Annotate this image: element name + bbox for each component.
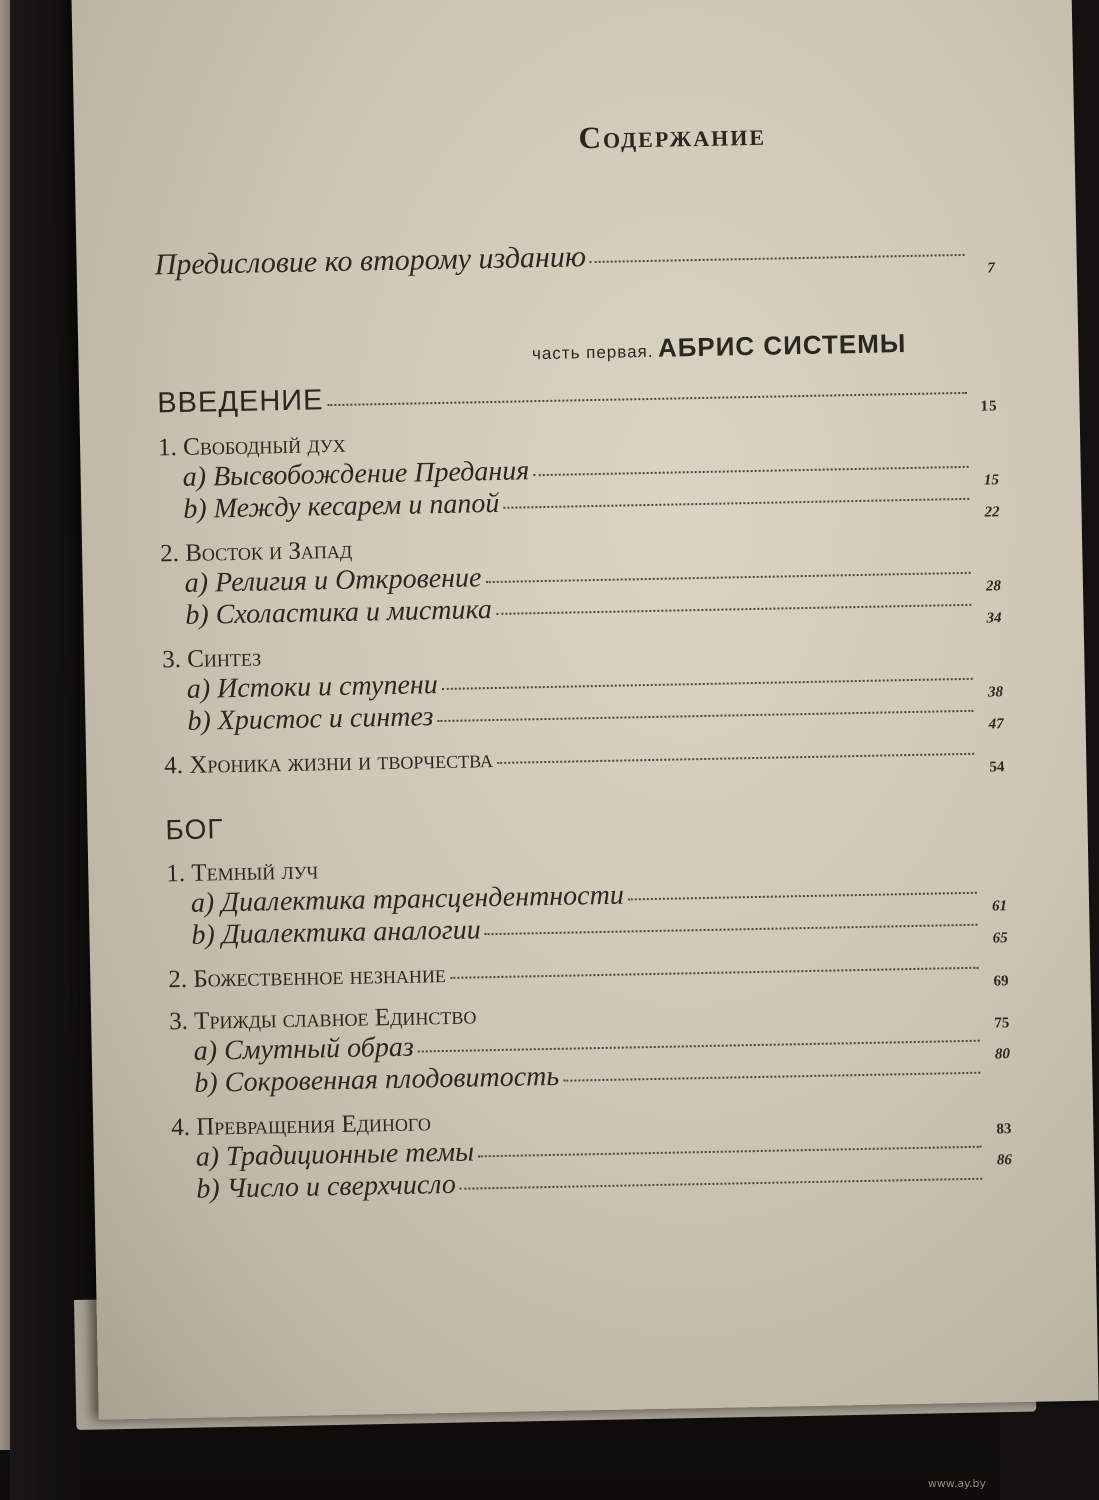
toc-entry — [168, 950, 1008, 994]
page-number: 7 — [987, 260, 996, 277]
leader-dots — [437, 710, 973, 722]
toc-title: Содержание — [578, 116, 767, 156]
toc-entry-intro — [157, 371, 997, 420]
page-number: 15 — [980, 398, 998, 415]
section-heading-god: БОГ — [165, 813, 224, 846]
leader-dots — [460, 1178, 983, 1190]
leader-dots — [590, 254, 965, 263]
leader-dots — [327, 392, 967, 406]
book-page — [70, 0, 1099, 1420]
leader-dots — [628, 892, 977, 901]
toc-entry-label: a) Традиционные темы — [195, 1136, 475, 1173]
toc-entry-label: a) Диалектика трансцендентности — [190, 879, 625, 919]
page-number: 47 — [988, 716, 1004, 733]
watermark: www.ay.by — [927, 1477, 986, 1490]
toc-entry-label: a) Смутный образ — [193, 1031, 415, 1067]
chapter-heading: 3. Трижды славное Единство — [168, 1002, 477, 1036]
toc-entry-label: Предисловие ко второму изданию — [154, 240, 587, 282]
leader-dots — [563, 1072, 980, 1082]
toc-entry-chronicle — [164, 736, 1004, 780]
leader-space — [435, 1115, 981, 1127]
part-title: АБРИС СИСТЕМЫ — [657, 328, 907, 363]
toc-entry-label: a) Религия и Откровение — [184, 562, 482, 599]
leader-dots — [503, 498, 969, 509]
leader-dots — [450, 967, 978, 979]
page-number: 75 — [994, 1015, 1010, 1032]
leader-dots — [485, 924, 978, 935]
part-prefix: часть первая. — [531, 341, 654, 364]
page-number: 28 — [985, 578, 1002, 595]
chapter-heading: 2. Восток и Запад — [159, 536, 353, 568]
section-label: ВВЕДЕНИЕ — [156, 384, 324, 420]
chapter-heading: 3. Синтез — [161, 644, 262, 674]
page-number — [981, 1090, 1011, 1091]
page-number: 38 — [987, 684, 1004, 701]
chapter-heading: 2. Божественное незнание — [168, 960, 447, 994]
chapter-heading: 4. Хроника жизни и творчества — [163, 746, 494, 780]
leader-dots — [442, 678, 973, 690]
toc-entry-label: b) Сокровенная плодовитость — [194, 1060, 560, 1099]
page-number: 15 — [983, 472, 1000, 489]
leader-dots — [418, 1040, 980, 1053]
leader-dots — [486, 572, 971, 583]
page-number: 34 — [986, 610, 1002, 627]
leader-dots — [478, 1146, 982, 1158]
gutter-shadow — [10, 0, 80, 1500]
chapter-heading: 4. Превращения Единого — [170, 1109, 432, 1142]
toc-entry-label: b) Число и сверхчисло — [196, 1168, 457, 1205]
chapter-heading: 1. Темный луч — [166, 857, 319, 888]
toc-entry-label: b) Диалектика аналогии — [191, 914, 481, 951]
leader-dots — [497, 753, 974, 764]
toc-entry-label: b) Схоластика и мистика — [185, 594, 493, 631]
toc-entry-preface — [154, 232, 994, 282]
toc-entry-label: b) Христос и синтез — [187, 701, 434, 737]
toc-entry-label: a) Высвобождение Предания — [182, 455, 530, 493]
toc-entry-label: a) Истоки и ступени — [186, 669, 439, 705]
page-number: 83 — [996, 1121, 1012, 1138]
page-number: 54 — [989, 759, 1005, 776]
table-of-contents — [152, 112, 1013, 1206]
page-number: 86 — [996, 1152, 1013, 1169]
chapter-heading: 1. Свободный дух — [157, 430, 346, 462]
page-number: 22 — [984, 504, 1000, 521]
page-number: 69 — [993, 973, 1009, 990]
leader-space — [480, 1009, 979, 1021]
leader-dots — [496, 604, 971, 615]
page-number: 65 — [992, 930, 1008, 947]
page-number: 61 — [991, 898, 1008, 915]
toc-entry-label: b) Между кесарем и папой — [183, 487, 500, 525]
page-number — [983, 1196, 1013, 1197]
page-number: 80 — [994, 1046, 1011, 1063]
leader-dots — [533, 466, 968, 476]
part-heading — [156, 326, 996, 373]
